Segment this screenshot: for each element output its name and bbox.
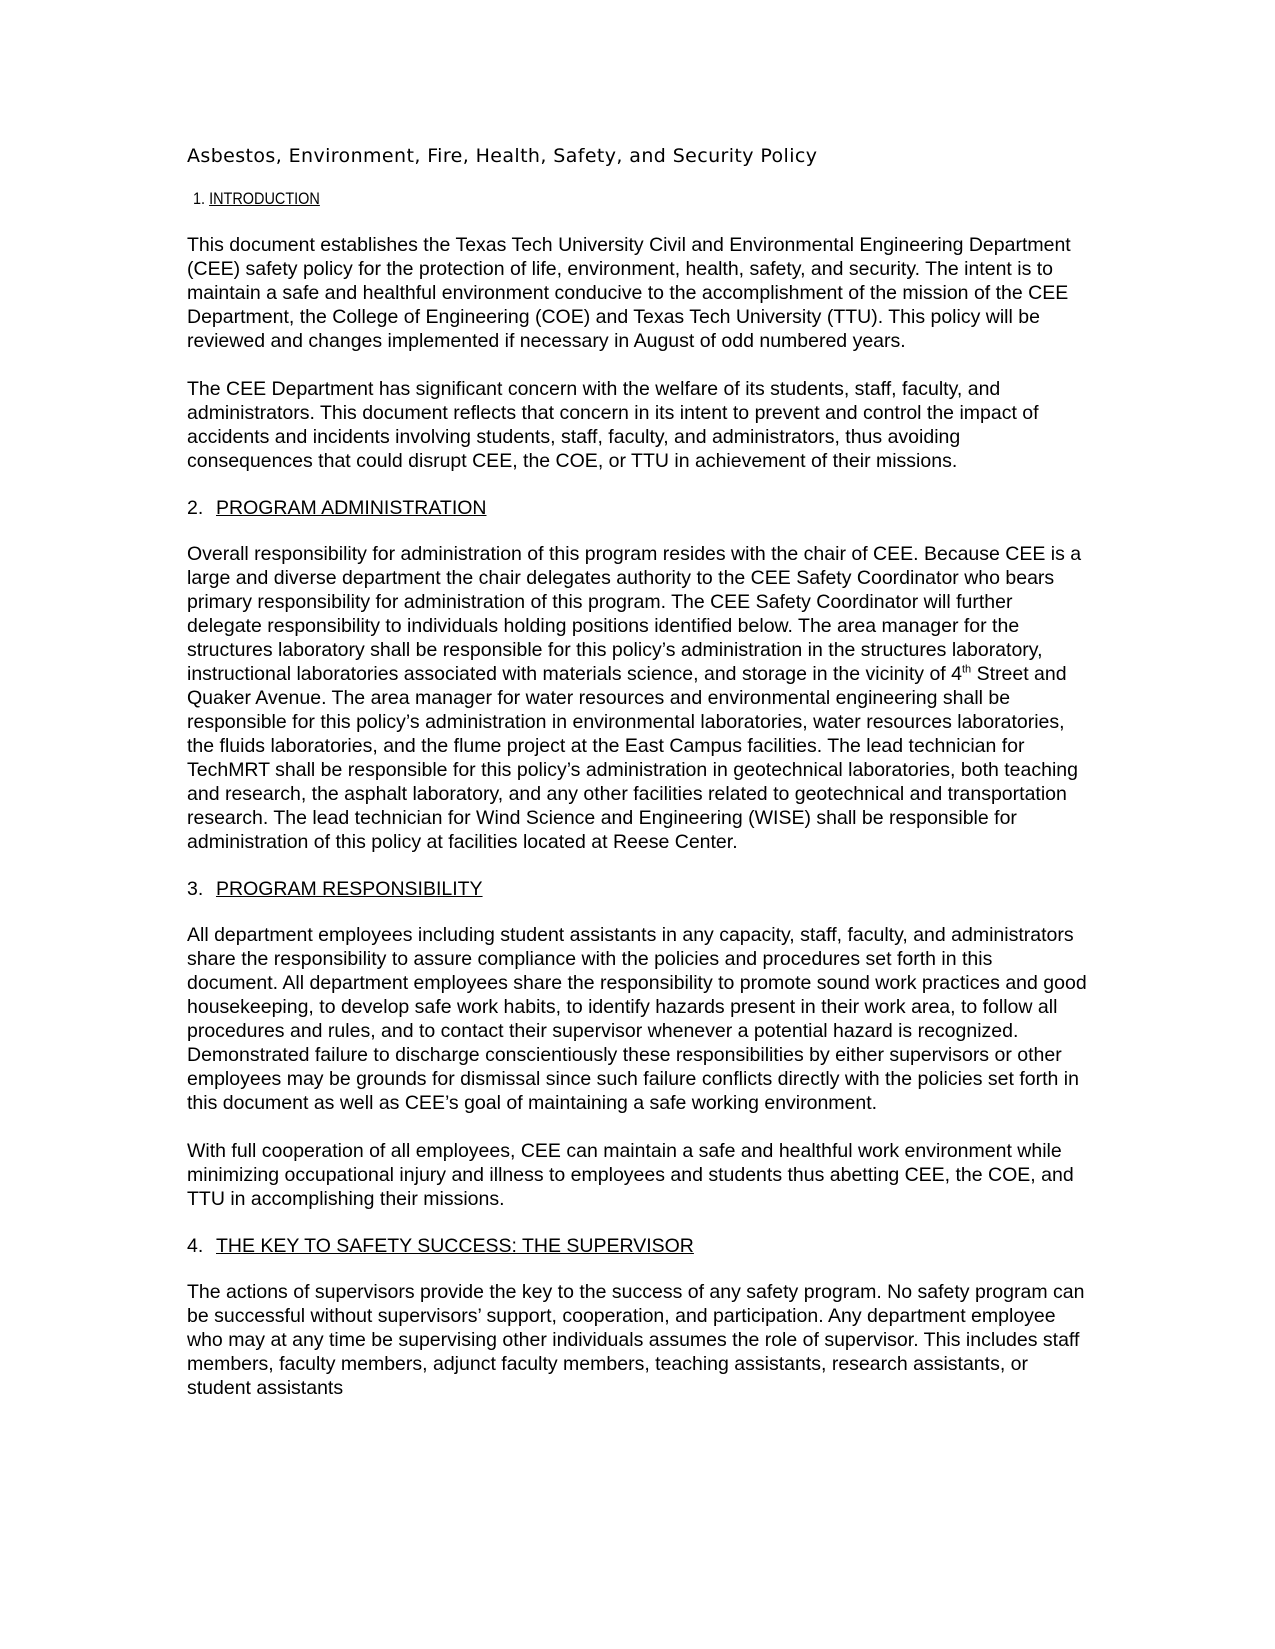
- section-number: 3.: [187, 878, 204, 900]
- ordinal-superscript: th: [961, 663, 972, 676]
- section-number: 2.: [187, 497, 204, 519]
- paragraph: [187, 542, 1087, 854]
- document-title: Asbestos, Environment, Fire, Health, Safety, and Security Policy: [187, 145, 818, 167]
- paragraph: The actions of supervisors provide the key to the success of any safety program. No safety program can be successful without supervisors’ support, cooperation, and participation. Any department employee who may at any time be supervising other individuals assumes the role of supervisor. This includes staff members, faculty members, adjunct faculty members, teaching assistants, research assistants, or student assistants: [187, 1281, 1085, 1399]
- paragraph: This document establishes the Texas Tech University Civil and Environmental Engineering Department (CEE) safety policy for the protection of life, environment, health, safety, and security. The intent is to maintain a safe and healthful environment conducive to the accomplishment of the mission of the CEE Department, the College of Engineering (COE) and Texas Tech University (TTU). This policy will be reviewed and changes implemented if necessary in August of odd numbered years.: [187, 234, 1071, 352]
- paragraph: All department employees including student assistants in any capacity, staff, faculty, and administrators share the responsibility to assure compliance with the policies and procedures set forth in this document. All department employees share the responsibility to promote sound work practices and good housekeeping, to develop safe work habits, to identify hazards present in their work area, to follow all procedures and rules, and to contact their supervisor whenever a potential hazard is recognized. Demonstrated failure to discharge conscientiously these responsibilities by either supervisors or other employees may be grounds for dismissal since such failure conflicts directly with the policies set forth in this document as well as CEE’s goal of maintaining a safe working environment.: [187, 924, 1087, 1114]
- paragraph-text: Street and Quaker Avenue. The area manager for water resources and environmental engineering shall be responsible for this policy’s administration in environmental laboratories, water resources laboratories, the fluids laboratories, and the flume project at the East Campus facilities. The lead technician for TechMRT shall be responsible for this policy’s administration in geotechnical laboratories, both teaching and research, the asphalt laboratory, and any other facilities related to geotechnical and transportation research. The lead technician for Wind Science and Engineering (WISE) shall be responsible for administration of this policy at facilities located at Reese Center.: [187, 663, 1078, 853]
- section-heading-program-administration: [187, 497, 1087, 520]
- section-number: 1.: [193, 189, 206, 208]
- section-title: PROGRAM ADMINISTRATION: [216, 497, 487, 519]
- section-heading-introduction: [193, 189, 953, 209]
- section-number: 4.: [187, 1235, 204, 1257]
- section-heading-program-responsibility: [187, 878, 1087, 901]
- section-heading-key-to-safety-success: [187, 1235, 1087, 1258]
- document-page: [187, 145, 1087, 1424]
- paragraph: The CEE Department has significant concern with the welfare of its students, staff, faculty, and administrators. This document reflects that concern in its intent to prevent and control the impact of accidents and incidents involving students, staff, faculty, and administrators, thus avoiding consequences that could disrupt CEE, the COE, or TTU in achievement of their missions.: [187, 378, 1039, 472]
- section-title: PROGRAM RESPONSIBILITY: [216, 878, 483, 900]
- section-title: THE KEY TO SAFETY SUCCESS: THE SUPERVISOR: [216, 1235, 694, 1257]
- paragraph: With full cooperation of all employees, CEE can maintain a safe and healthful work environment while minimizing occupational injury and illness to employees and students thus abetting CEE, the COE, and TTU in accomplishing their missions.: [187, 1140, 1074, 1210]
- section-title: INTRODUCTION: [209, 189, 320, 208]
- paragraph-text: Overall responsibility for administration of this program resides with the chair of CEE. Because CEE is a large and diverse department the chair delegates authority to the CEE Safety Coordinator who bears primary responsibility for administration of this program. The CEE Safety Coordinator will further delegate responsibility to individuals holding positions identified below. The area manager for the structures laboratory shall be responsible for this policy’s administration in the structures laboratory, instructional laboratories associated with materials science, and storage in the vicinity of 4: [187, 543, 1082, 685]
